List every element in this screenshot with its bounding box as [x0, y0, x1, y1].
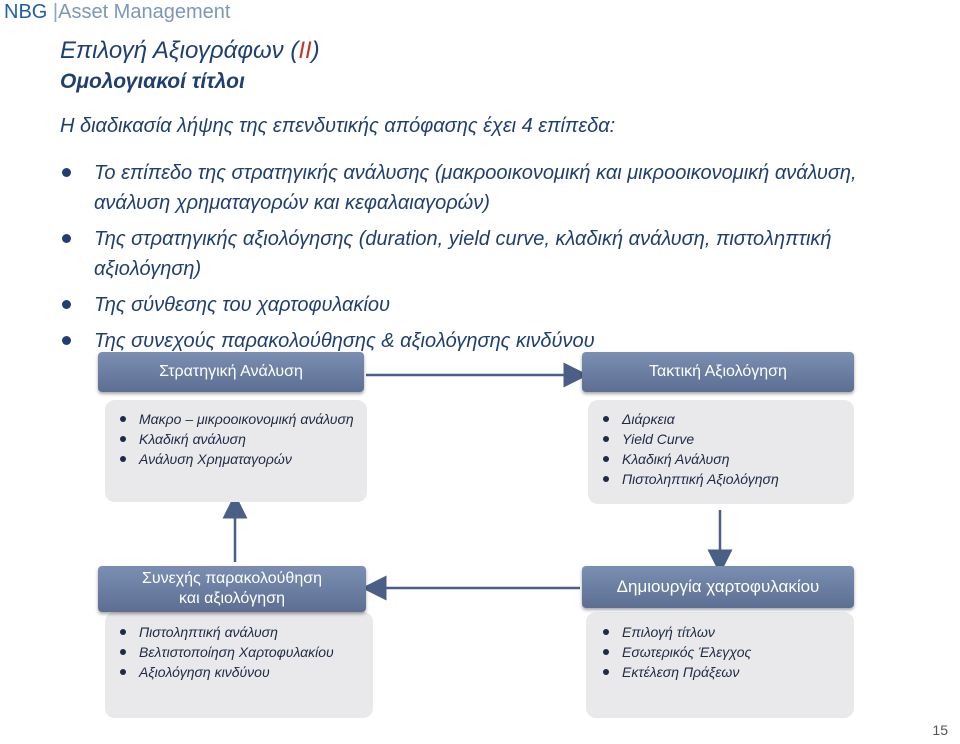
bullet-icon	[603, 456, 609, 462]
title-close: )	[311, 37, 320, 64]
bullet-icon	[603, 629, 609, 635]
tactical-evaluation-header: Τακτική Αξιολόγηση	[582, 352, 854, 392]
list-item: Το επίπεδο της στρατηγικής ανάλυσης (μακροοικονομική και μικροοικονομική ανάλυση, ανάλυση χρηματαγορών και κεφαλαιαγορών)	[60, 158, 920, 218]
bullet-icon	[603, 649, 609, 655]
list-item: Της στρατηγικής αξιολόγησης (duration, yield curve, κλαδική ανάλυση, πιστοληπτική αξιολόγηση)	[60, 224, 920, 284]
list-item: Πιστοληπτική ανάλυση	[115, 622, 371, 642]
bullet-icon	[603, 416, 609, 422]
portfolio-creation-header: Δημιουργία χαρτοφυλακίου	[582, 566, 854, 608]
list-item: Ανάλυση Χρηματαγορών	[115, 449, 355, 469]
monitoring-header: Συνεχής παρακολούθηση και αξιολόγηση	[98, 566, 366, 612]
brand-separator: |	[52, 1, 59, 23]
list-item: Κλαδική Ανάλυση	[598, 449, 848, 469]
list-item: Κλαδική ανάλυση	[115, 429, 355, 449]
bullet-icon	[120, 629, 126, 635]
monitoring-items	[115, 622, 371, 682]
list-item: Εκτέλεση Πράξεων	[598, 662, 848, 682]
bullet-icon	[120, 649, 126, 655]
bullet-icon	[120, 456, 126, 462]
bullet-icon	[120, 416, 126, 422]
bullet-icon	[603, 669, 609, 675]
company-name: Asset Management	[58, 1, 231, 23]
list-item: Εσωτερικός Έλεγχος	[598, 642, 848, 662]
tactical-evaluation-items	[598, 409, 848, 489]
strategic-analysis-header: Στρατηγική Ανάλυση	[98, 352, 364, 392]
title-accent: II	[298, 37, 312, 64]
strategic-analysis-items	[115, 409, 355, 469]
brand-logo-text: NBG	[4, 1, 48, 23]
bullet-icon	[120, 436, 126, 442]
list-item: Αξιολόγηση κινδύνου	[115, 662, 371, 682]
list-item: Πιστοληπτική Αξιολόγηση	[598, 469, 848, 489]
list-item: Επιλογή τίτλων	[598, 622, 848, 642]
list-item: Διάρκεια	[598, 409, 848, 429]
list-item: Βελτιστοποίηση Χαρτοφυλακίου	[115, 642, 371, 662]
page-subtitle: Ομολογιακοί τίτλοι	[60, 70, 245, 93]
bullet-icon	[603, 476, 609, 482]
bullet-icon	[603, 436, 609, 442]
title-main: Επιλογή Αξιογράφων (	[60, 37, 299, 64]
portfolio-creation-items	[598, 622, 848, 682]
intro-text: Η διαδικασία λήψης της επενδυτικής απόφασης έχει 4 επίπεδα:	[60, 115, 616, 137]
bullet-icon	[120, 669, 126, 675]
list-item: Της σύνθεσης του χαρτοφυλακίου	[60, 290, 920, 320]
list-item: Yield Curve	[598, 429, 848, 449]
list-item: Της συνεχούς παρακολούθησης & αξιολόγησης κινδύνου	[60, 326, 920, 356]
list-item: Μακρο – μικροοικονομική ανάλυση	[115, 409, 355, 429]
page-number: 15	[932, 722, 948, 738]
